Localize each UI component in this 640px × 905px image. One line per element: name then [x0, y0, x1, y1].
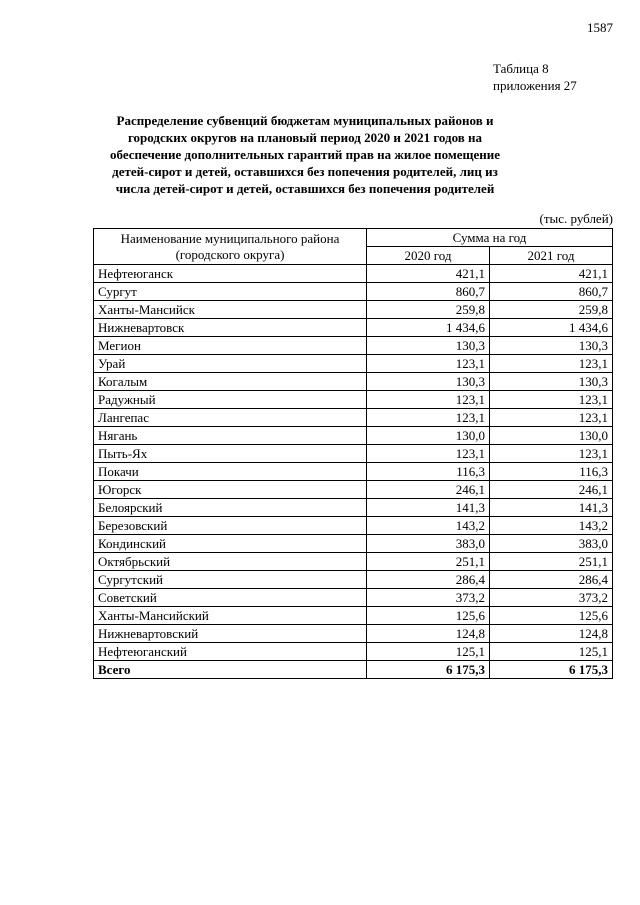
table-row — [94, 391, 613, 409]
row-name: Советский — [94, 589, 367, 607]
header-2021: 2021 год — [490, 247, 613, 265]
row-name: Мегион — [94, 337, 367, 355]
header-name: Наименование муниципального района (городского округа) — [94, 229, 367, 265]
row-name: Радужный — [94, 391, 367, 409]
row-value-2020: 141,3 — [367, 499, 490, 517]
header-sum: Сумма на год — [367, 229, 613, 247]
table-row — [94, 319, 613, 337]
table-row — [94, 589, 613, 607]
row-name: Ханты-Мансийск — [94, 301, 367, 319]
row-name: Березовский — [94, 517, 367, 535]
row-value-2020: 421,1 — [367, 265, 490, 283]
row-value-2020: 251,1 — [367, 553, 490, 571]
row-value-2020: 124,8 — [367, 625, 490, 643]
row-value-2021: 143,2 — [490, 517, 613, 535]
row-value-2020: 246,1 — [367, 481, 490, 499]
row-name: Сургутский — [94, 571, 367, 589]
row-value-2021: 251,1 — [490, 553, 613, 571]
row-value-2021: 130,3 — [490, 337, 613, 355]
row-value-2020: 130,3 — [367, 337, 490, 355]
table-row — [94, 463, 613, 481]
row-value-2021: 124,8 — [490, 625, 613, 643]
row-value-2020: 373,2 — [367, 589, 490, 607]
row-value-2020: 6 175,3 — [367, 661, 490, 679]
row-value-2021: 123,1 — [490, 409, 613, 427]
row-name: Всего — [94, 661, 367, 679]
row-name: Октябрьский — [94, 553, 367, 571]
table-row — [94, 265, 613, 283]
row-value-2021: 383,0 — [490, 535, 613, 553]
table-row — [94, 301, 613, 319]
table-row — [94, 643, 613, 661]
row-value-2021: 259,8 — [490, 301, 613, 319]
row-name: Кондинский — [94, 535, 367, 553]
row-name: Пыть-Ях — [94, 445, 367, 463]
row-value-2020: 143,2 — [367, 517, 490, 535]
table-row — [94, 481, 613, 499]
row-value-2020: 125,6 — [367, 607, 490, 625]
table-row — [94, 625, 613, 643]
subvention-table — [93, 228, 613, 679]
row-value-2021: 123,1 — [490, 355, 613, 373]
table-row — [94, 337, 613, 355]
row-value-2021: 421,1 — [490, 265, 613, 283]
table-row — [94, 499, 613, 517]
row-value-2020: 259,8 — [367, 301, 490, 319]
row-value-2021: 130,0 — [490, 427, 613, 445]
row-value-2021: 125,6 — [490, 607, 613, 625]
caption-appendix: приложения 27 — [493, 78, 577, 93]
row-name: Югорск — [94, 481, 367, 499]
row-value-2020: 123,1 — [367, 409, 490, 427]
row-name: Покачи — [94, 463, 367, 481]
row-value-2021: 6 175,3 — [490, 661, 613, 679]
row-value-2021: 125,1 — [490, 643, 613, 661]
row-value-2020: 125,1 — [367, 643, 490, 661]
row-name: Когалым — [94, 373, 367, 391]
table-row — [94, 571, 613, 589]
table-row — [94, 373, 613, 391]
row-value-2020: 286,4 — [367, 571, 490, 589]
row-value-2021: 141,3 — [490, 499, 613, 517]
row-value-2021: 116,3 — [490, 463, 613, 481]
row-name: Сургут — [94, 283, 367, 301]
table-caption — [493, 60, 613, 94]
table-row — [94, 535, 613, 553]
table-row — [94, 553, 613, 571]
table-row — [94, 607, 613, 625]
table-row — [94, 445, 613, 463]
row-value-2021: 373,2 — [490, 589, 613, 607]
caption-table-number: Таблица 8 — [493, 61, 549, 76]
units-label: (тыс. рублей) — [539, 211, 613, 226]
row-name: Нижневартовский — [94, 625, 367, 643]
row-value-2020: 123,1 — [367, 445, 490, 463]
row-value-2020: 860,7 — [367, 283, 490, 301]
total-row — [94, 661, 613, 679]
document-title: Распределение субвенций бюджетам муниципальных районов и городских округов на плановый период 2020 и 2021 годов на обеспечение дополнительных гарантий прав на жилое помещение детей-сирот и детей, оставшихся без попечения родителей, лиц из числа детей-сирот и детей, оставшихся без попечения родителей — [109, 113, 500, 196]
row-name: Нягань — [94, 427, 367, 445]
row-value-2021: 860,7 — [490, 283, 613, 301]
row-value-2021: 123,1 — [490, 391, 613, 409]
table-row — [94, 517, 613, 535]
row-value-2020: 383,0 — [367, 535, 490, 553]
row-value-2021: 286,4 — [490, 571, 613, 589]
table-header-row — [94, 229, 613, 247]
row-name: Нефтеюганский — [94, 643, 367, 661]
row-value-2020: 1 434,6 — [367, 319, 490, 337]
row-value-2021: 123,1 — [490, 445, 613, 463]
row-name: Лангепас — [94, 409, 367, 427]
table-row — [94, 409, 613, 427]
row-value-2020: 123,1 — [367, 391, 490, 409]
row-value-2021: 130,3 — [490, 373, 613, 391]
row-value-2020: 116,3 — [367, 463, 490, 481]
table-row — [94, 355, 613, 373]
row-name: Нефтеюганск — [94, 265, 367, 283]
table-row — [94, 427, 613, 445]
row-name: Ханты-Мансийский — [94, 607, 367, 625]
row-name: Нижневартовск — [94, 319, 367, 337]
table-row — [94, 283, 613, 301]
header-2020: 2020 год — [367, 247, 490, 265]
row-name: Урай — [94, 355, 367, 373]
row-value-2020: 130,3 — [367, 373, 490, 391]
page-number: 1587 — [587, 20, 613, 35]
row-value-2020: 130,0 — [367, 427, 490, 445]
row-value-2021: 246,1 — [490, 481, 613, 499]
row-name: Белоярский — [94, 499, 367, 517]
table-body — [94, 265, 613, 679]
row-value-2021: 1 434,6 — [490, 319, 613, 337]
row-value-2020: 123,1 — [367, 355, 490, 373]
